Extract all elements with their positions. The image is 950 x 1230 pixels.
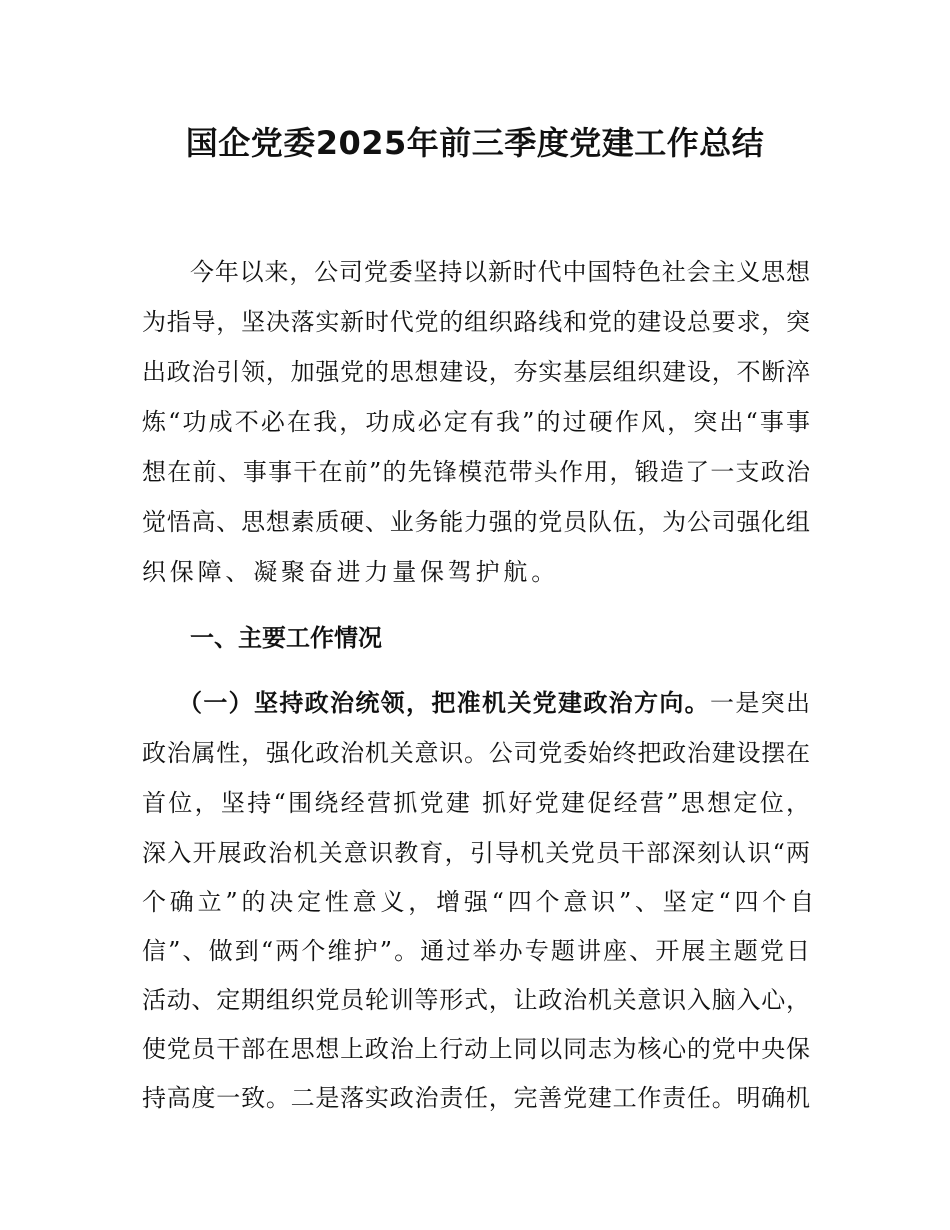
paragraph-line (178, 687, 810, 719)
paragraph-line: 觉悟高、思想素质硬、业务能力强的党员队伍，为公司强化组 (142, 508, 810, 536)
paragraph-line: 首位，坚持“围绕经营抓党建 抓好党建促经营”思想定位， (142, 789, 810, 817)
paragraph-line: 为指导，坚决落实新时代党的组织路线和党的建设总要求，突 (142, 308, 810, 336)
subsection-lead: （一）坚持政治统领，把准机关党建政治方向。 (178, 689, 710, 717)
document-title: 国企党委2025年前三季度党建工作总结 (185, 124, 765, 162)
paragraph-line: 政治属性，强化政治机关意识。公司党委始终把政治建设摆在 (142, 739, 810, 767)
paragraph-line: 使党员干部在思想上政治上行动上同以同志为核心的党中央保 (142, 1035, 810, 1063)
paragraph-line: 织保障、凝聚奋进力量保驾护航。 (142, 558, 559, 586)
line-rest: 一是突出 (710, 689, 810, 717)
paragraph-line: 炼“功成不必在我，功成必定有我”的过硬作风，突出“事事 (142, 408, 810, 436)
paragraph-line: 活动、定期组织党员轮训等形式，让政治机关意识入脑入心， (142, 986, 810, 1014)
paragraph-line: 深入开展政治机关意识教育，引导机关党员干部深刻认识“两 (142, 839, 810, 867)
paragraph-line: 想在前、事事干在前”的先锋模范带头作用，锻造了一支政治 (142, 458, 810, 486)
paragraph-line: 持高度一致。二是落实政治责任，完善党建工作责任。明确机 (142, 1084, 810, 1112)
paragraph-line: 今年以来，公司党委坚持以新时代中国特色社会主义思想 (190, 258, 810, 286)
section-heading: 一、主要工作情况 (190, 624, 382, 652)
paragraph-line: 信”、做到“两个维护”。通过举办专题讲座、开展主题党日 (142, 937, 810, 965)
paragraph-line: 个确立”的决定性意义，增强“四个意识”、坚定“四个自 (142, 888, 818, 916)
paragraph-line: 出政治引领，加强党的思想建设，夯实基层组织建设，不断淬 (142, 358, 810, 386)
